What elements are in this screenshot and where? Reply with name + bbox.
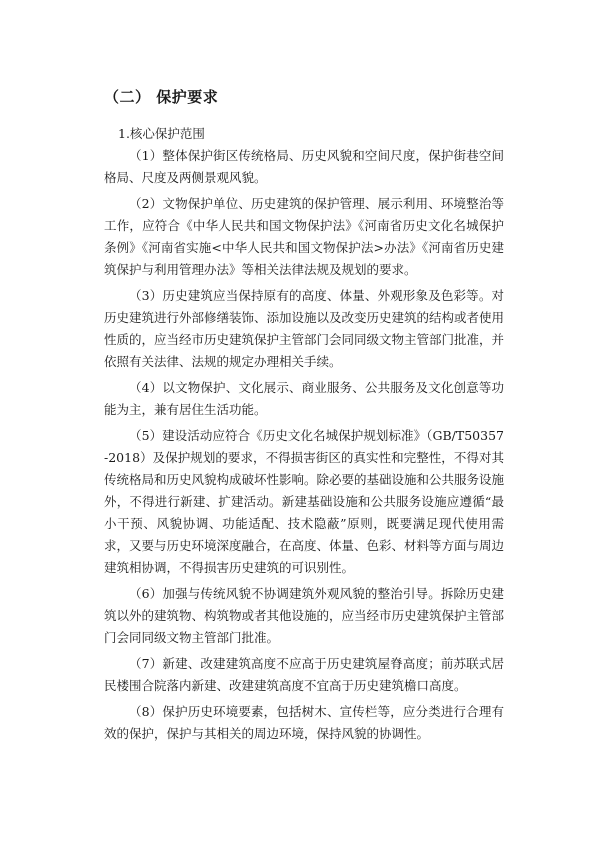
paragraph-4: （4）以文物保护、文化展示、商业服务、公共服务及文化创意等功能为主，兼有居住生活功能。 — [104, 380, 504, 417]
paragraph-3: （3）历史建筑应当保持原有的高度、体量、外观形象及色彩等。对历史建筑进行外部修缮装饰、添加设施以及改变历史建筑的结构或者使用性质的，应当经市历史建筑保护主管部门会同同级文物主管部门批准，并依照有关法律、法规的规定办理相关手续。 — [104, 288, 505, 369]
sub-heading: 1.核心保护范围 — [118, 126, 205, 141]
paragraph-5: （5）建设活动应符合《历史文化名城保护规划标准》（GB/T50357-2018）及保护规划的要求，不得损害街区的真实性和完整性，不得对其传统格局和历史风貌构成破坏性影响。除必要的基础设施和公共服务设施外，不得进行新建、扩建活动。新建基础设施和公共服务设施应遵循“最小干预、风貌协调、功能适配、技术隐蔽”原则，既要满足现代使用需求，又要与历史环境深度融合，在高度、体量、色彩、材料等方面与周边建筑相协调，不得损害历史建筑的可识别性。 — [104, 428, 505, 575]
paragraph-8: （8）保护历史环境要素，包括树木、宣传栏等，应分类进行合理有效的保护，保护与其相关的周边环境，保持风貌的协调性。 — [104, 704, 504, 741]
paragraph-2: （2）文物保护单位、历史建筑的保护管理、展示利用、环境整治等工作，应符合《中华人民共和国文物保护法》《河南省历史文化名城保护条例》《河南省实施<中华人民共和国文物保护法>办法》《河南省历史建筑保护与利用管理办法》等相关法律法规及规划的要求。 — [104, 196, 504, 277]
document-body — [104, 145, 504, 749]
paragraph-7: （7）新建、改建建筑高度不应高于历史建筑屋脊高度；前苏联式居民楼围合院落内新建、改建建筑高度不宜高于历史建筑檐口高度。 — [104, 656, 504, 693]
paragraph-6: （6）加强与传统风貌不协调建筑外观风貌的整治引导。拆除历史建筑以外的建筑物、构筑物或者其他设施的，应当经市历史建筑保护主管部门会同同级文物主管部门批准。 — [104, 586, 505, 645]
section-heading: （二） 保护要求 — [104, 88, 219, 106]
paragraph-1: （1）整体保护街区传统格局、历史风貌和空间尺度，保护街巷空间格局、尺度及两侧景观风貌。 — [104, 148, 504, 185]
